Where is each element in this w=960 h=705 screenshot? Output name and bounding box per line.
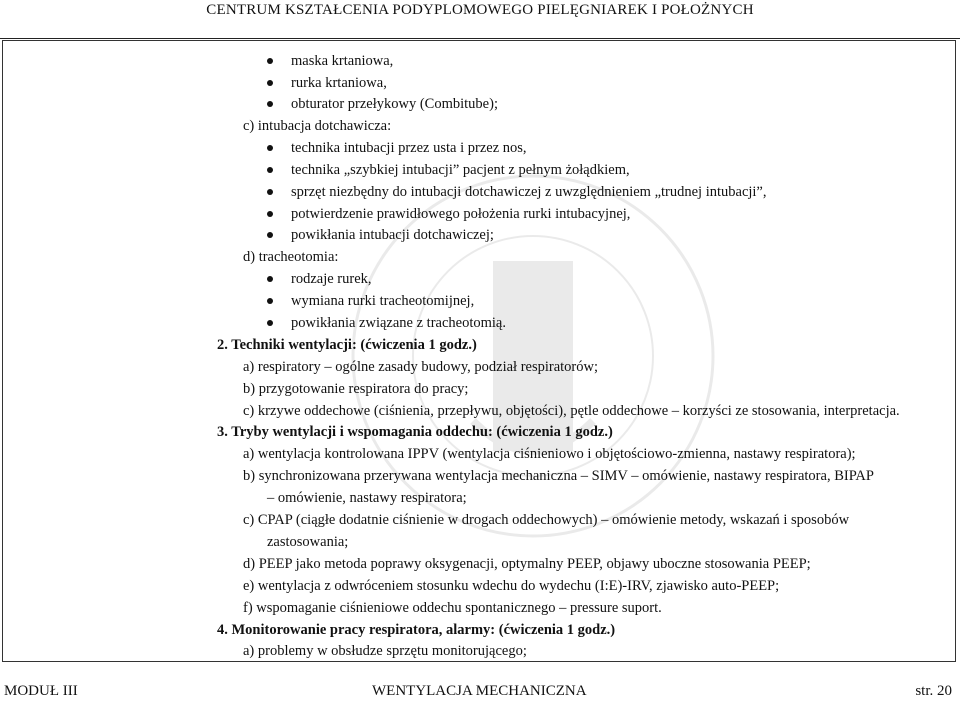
list-item: a) problemy w obsłudze sprzętu monitorującego; xyxy=(243,643,527,659)
list-item: d) PEEP jako metoda poprawy oksygenacji, optymalny PEEP, objawy uboczne stosowania PEEP; xyxy=(243,556,811,572)
list-item: rurka krtaniowa, xyxy=(291,75,387,91)
section-heading: 2. Techniki wentylacji: (ćwiczenia 1 godz.) xyxy=(217,337,477,353)
footer-module: MODUŁ III xyxy=(4,683,78,699)
list-item: c) CPAP (ciągłe dodatnie ciśnienie w drogach oddechowych) – omówienie metody, wskazań i sposobów xyxy=(243,512,850,528)
list-item: rodzaje rurek, xyxy=(291,271,372,287)
content-box xyxy=(2,40,956,662)
list-item: c) intubacja dotchawicza: xyxy=(243,118,392,134)
list-item: zastosowania; xyxy=(267,534,349,550)
list-item: potwierdzenie prawidłowego położenia rurki intubacyjnej, xyxy=(291,206,631,222)
list-item: d) tracheotomia: xyxy=(243,249,339,265)
header-rule xyxy=(0,38,960,39)
list-item: powikłania związane z tracheotomią. xyxy=(291,315,506,331)
list-item: e) wentylacja z odwróceniem stosunku wdechu do wydechu (I:E)-IRV, zjawisko auto-PEEP; xyxy=(243,578,780,594)
list-item: wymiana rurki tracheotomijnej, xyxy=(291,293,475,309)
list-item: b) przygotowanie respiratora do pracy; xyxy=(243,381,469,397)
list-item: a) wentylacja kontrolowana IPPV (wentylacja ciśnieniowo i objętościowo-zmienna, nastawy respiratora); xyxy=(243,446,856,462)
section-heading: 4. Monitorowanie pracy respiratora, alarmy: (ćwiczenia 1 godz.) xyxy=(217,622,616,638)
list-item: powikłania intubacji dotchawiczej; xyxy=(291,227,494,243)
list-item: technika intubacji przez usta i przez nos, xyxy=(291,140,527,156)
document-body xyxy=(3,41,955,661)
list-item: c) krzywe oddechowe (ciśnienia, przepływu, objętości), pętle oddechowe – korzyści ze stosowania, interpretacja. xyxy=(243,403,900,419)
list-item: a) respiratory – ogólne zasady budowy, podział respiratorów; xyxy=(243,359,599,375)
footer-page-number: str. 20 xyxy=(915,683,952,699)
list-item: obturator przełykowy (Combitube); xyxy=(291,96,498,112)
list-item: maska krtaniowa, xyxy=(291,53,394,69)
list-item: – omówienie, nastawy respiratora; xyxy=(267,490,467,506)
section-heading: 3. Tryby wentylacji i wspomagania oddechu: (ćwiczenia 1 godz.) xyxy=(217,424,613,440)
list-item: b) synchronizowana przerywana wentylacja mechaniczna – SIMV – omówienie, nastawy respiratora, BIPAP xyxy=(243,468,874,484)
page-header: CENTRUM KSZTAŁCENIA PODYPLOMOWEGO PIELĘGNIAREK I POŁOŻNYCH xyxy=(206,2,754,18)
list-item: technika „szybkiej intubacji” pacjent z pełnym żołądkiem, xyxy=(291,162,630,178)
page-footer xyxy=(0,683,960,703)
list-item: f) wspomaganie ciśnieniowe oddechu spontanicznego – pressure suport. xyxy=(243,600,662,616)
footer-title: WENTYLACJA MECHANICZNA xyxy=(372,683,587,699)
list-item: sprzęt niezbędny do intubacji dotchawiczej z uwzględnieniem „trudnej intubacji”, xyxy=(291,184,767,200)
